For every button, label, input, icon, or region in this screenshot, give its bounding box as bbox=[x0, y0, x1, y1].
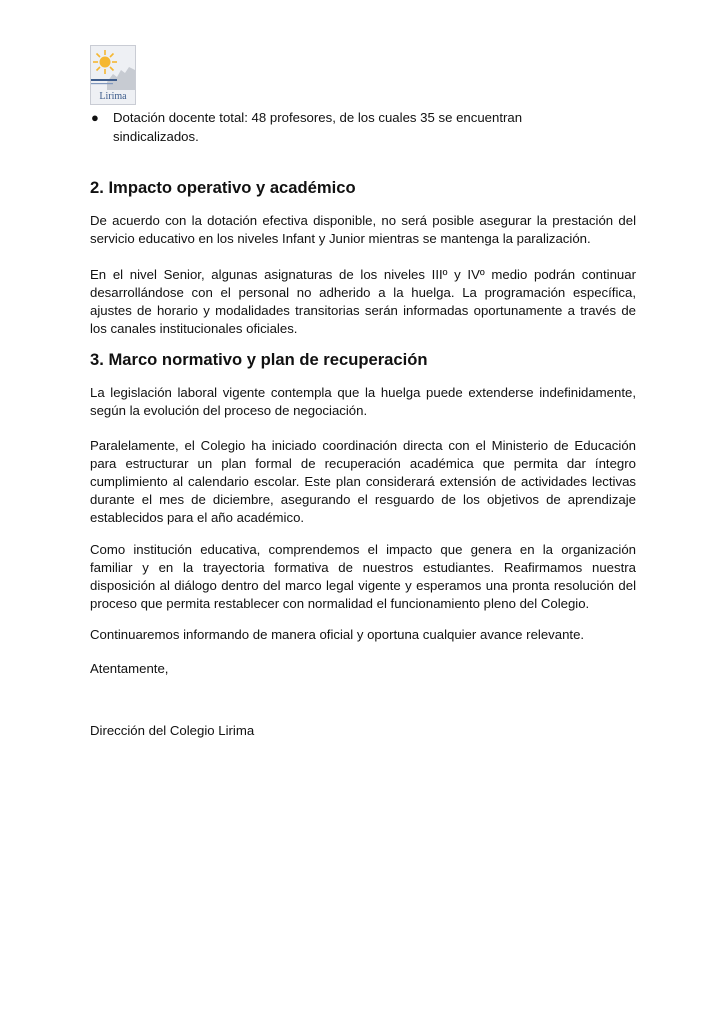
bullet-text: Dotación docente total: 48 profesores, de los cuales 35 se encuentran sindicalizados. bbox=[113, 110, 523, 144]
signature: Dirección del Colegio Lirima bbox=[90, 723, 255, 738]
section-3-paragraph-1: La legislación laboral vigente contempla que la huelga puede extenderse indefinidamente, según la evolución del proceso de negociación. bbox=[90, 385, 636, 418]
section-3-heading: 3. Marco normativo y plan de recuperación bbox=[90, 350, 428, 369]
bullet-dot-icon: ● bbox=[91, 110, 99, 125]
section-3-paragraph-4: Continuaremos informando de manera oficial y oportuna cualquier avance relevante. bbox=[90, 627, 585, 642]
section-2-heading: 2. Impacto operativo y académico bbox=[90, 178, 356, 197]
svg-text:Lirima: Lirima bbox=[99, 91, 127, 102]
section-2-paragraph-1: De acuerdo con la dotación efectiva disponible, no será posible asegurar la prestación del servicio educativo en los niveles Infant y Junior mientras se mantenga la paralización. bbox=[90, 213, 636, 246]
bullet-list-item bbox=[91, 108, 583, 146]
closing-salutation: Atentamente, bbox=[90, 661, 169, 676]
sun-mountain-icon bbox=[91, 46, 135, 104]
section-3-paragraph-3: Como institución educativa, comprendemos el impacto que genera en la organización familiar y en la trayectoria formativa de nuestros estudiantes. Reafirmamos nuestra disposición al diálogo dentro del marco legal vigente y esperamos una pronta resolución del proceso que permita restablecer con normalidad el funcionamiento pleno del Colegio. bbox=[90, 542, 636, 611]
section-3-paragraph-2: Paralelamente, el Colegio ha iniciado coordinación directa con el Ministerio de Educación para estructurar un plan formal de recuperación académica que permita dar íntegro cumplimiento al calendario escolar. Este plan considerará extensión de actividades lectivas durante el mes de diciembre, asegurando el resguardo de los objetivos de aprendizaje establecidos para el año académico. bbox=[90, 438, 636, 525]
school-logo bbox=[90, 45, 136, 105]
section-2-paragraph-2: En el nivel Senior, algunas asignaturas de los niveles IIIº y IVº medio podrán continuar desarrollándose con el personal no adherido a la huelga. La programación específica, ajustes de horario y modalidades transitorias serán informadas oportunamente a través de los canales institucionales oficiales. bbox=[90, 267, 636, 336]
